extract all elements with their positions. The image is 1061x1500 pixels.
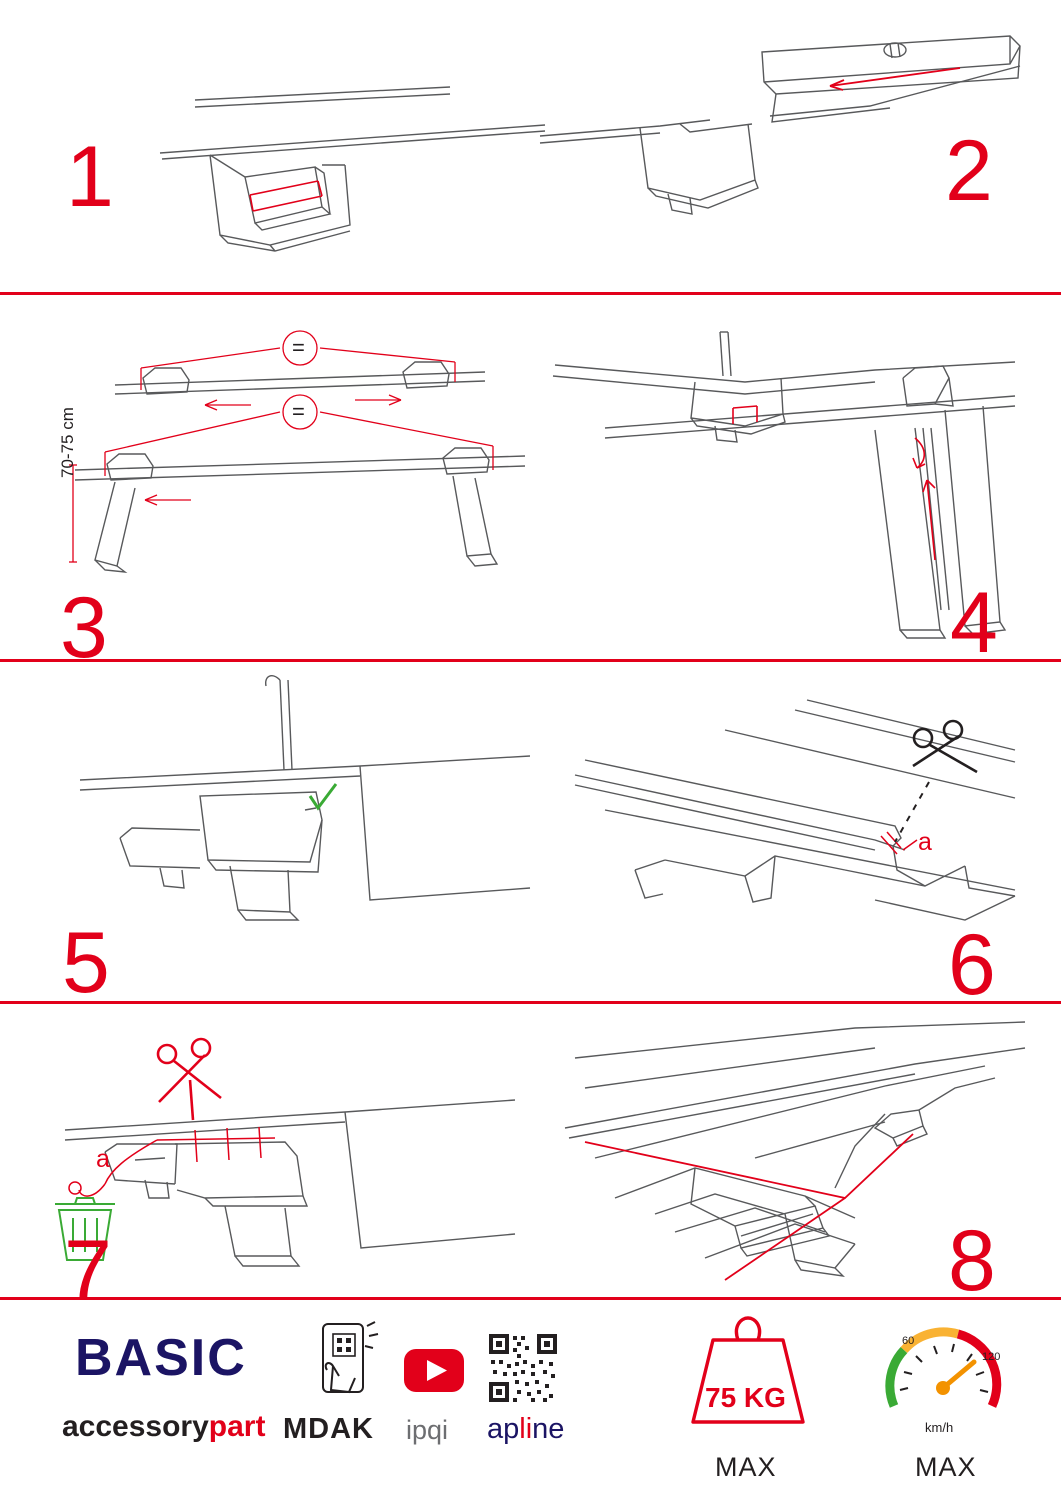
step-5-illustration <box>60 670 530 950</box>
speedometer-icon <box>880 1314 1010 1432</box>
brand-subtitle-accessory: accessory <box>62 1410 209 1443</box>
brand-title: BASIC <box>75 1329 247 1387</box>
partner-name-mdak: MDAK <box>283 1413 374 1445</box>
partner-name-ipqi: ipqi <box>406 1415 449 1445</box>
step-number-4: 4 <box>950 575 998 671</box>
distance-label: 70-75 cm <box>58 407 77 478</box>
brand-subtitle <box>62 1410 265 1444</box>
youtube-icon[interactable] <box>403 1348 465 1393</box>
step-3-illustration <box>55 330 545 580</box>
divider-row-3 <box>0 1001 1061 1004</box>
brand-subtitle-part: part <box>208 1410 266 1443</box>
step-number-8: 8 <box>948 1213 996 1309</box>
cut-marker-a-step6: a <box>918 828 932 856</box>
qr-code-icon <box>487 1332 559 1404</box>
weight-max-label: MAX <box>715 1452 777 1482</box>
qr-scan-hand-icon <box>305 1320 385 1405</box>
weight-value: 75 KG <box>705 1382 786 1413</box>
step-number-7: 7 <box>64 1223 112 1319</box>
svg-text:=: = <box>292 335 305 360</box>
svg-text:60: 60 <box>902 1335 915 1347</box>
svg-text:120: 120 <box>982 1351 1001 1363</box>
speed-unit-label: km/h <box>925 1420 954 1435</box>
divider-row-1 <box>0 292 1061 295</box>
step-number-3: 3 <box>60 580 108 676</box>
apline-accent: li <box>519 1413 533 1445</box>
partner-name-apline: apline <box>487 1413 565 1445</box>
step-number-6: 6 <box>948 917 996 1013</box>
step-number-2: 2 <box>945 123 993 219</box>
divider-row-2 <box>0 659 1061 662</box>
speed-max-label: MAX <box>915 1452 977 1482</box>
step-number-1: 1 <box>66 129 114 225</box>
step-1-illustration <box>150 55 550 275</box>
step-7-illustration <box>45 1020 525 1280</box>
step-number-5: 5 <box>62 915 110 1011</box>
svg-text:=: = <box>292 399 305 424</box>
cut-marker-a-step7: a <box>96 1145 110 1173</box>
footer <box>0 1300 1061 1500</box>
